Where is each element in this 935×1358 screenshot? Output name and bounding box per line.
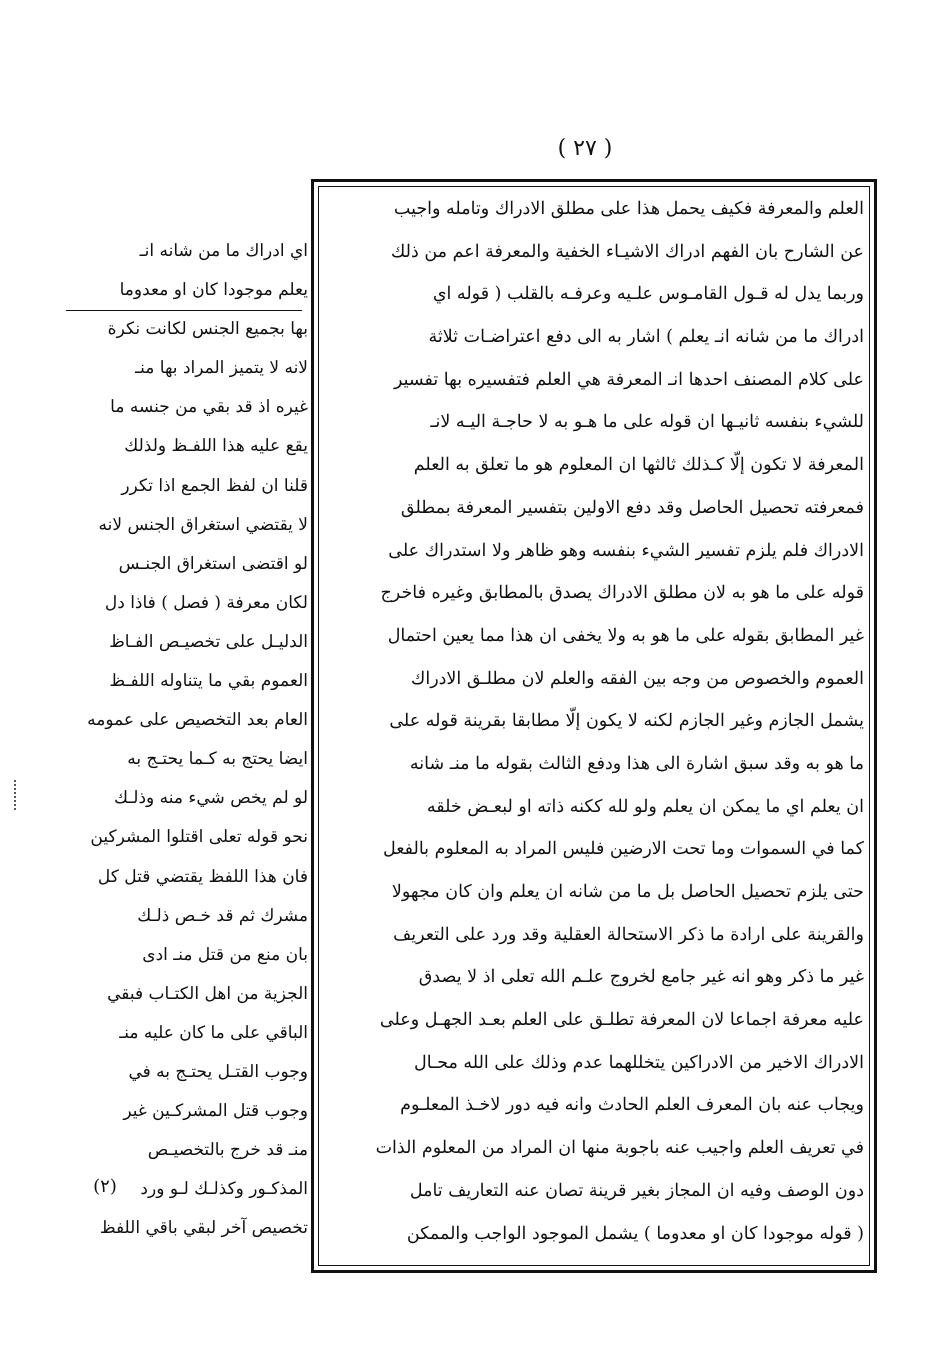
margin-ornament	[14, 780, 26, 810]
main-text-line: دون الوصف وفيه ان المجاز بغير قرينة تصان عنه التعاريف تامل	[409, 1180, 864, 1201]
margin-text-line: الباقي على ما كان عليه منـ	[119, 1022, 308, 1043]
margin-text-line: نحو قوله تعلى اقتلوا المشركين	[90, 827, 308, 848]
main-text-line: العموم والخصوص من وجه بين الفقه والعلم لان مطلـق الادراك	[410, 668, 864, 689]
main-text-line: ادراك ما من شانه انـ يعلم ) اشار به الى دفع اعتراضـات ثلاثة	[428, 327, 864, 348]
margin-text-line: لكان معرفة ( فصل ) فاذا دل	[104, 592, 308, 613]
margin-text-line: قلنا ان لفظ الجمع اذا تكرر	[121, 475, 308, 496]
margin-text-line: لو لم يخص شيء منه وذلـك	[113, 788, 308, 809]
main-text-line: قوله على ما هو به لان مطلق الادراك يصدق بالمطابق وغيره فاخرج	[380, 583, 864, 604]
main-text-block	[324, 188, 864, 1255]
margin-text-line: المذكـور وكذلـك لـو ورد	[140, 1179, 308, 1200]
main-text-line: المعرفة لا تكون إلّا كـذلك ثالثها ان المعلوم هو ما تعلق به العلم	[413, 455, 864, 476]
margin-text-line: اي ادراك ما من شانه انـ	[139, 241, 308, 261]
main-text-line: يشمل الجازم وغير الجازم لكنه لا يكون إلّا مطابقا بقرينة قوله على	[389, 711, 864, 732]
page-number: ( ٢٧ )	[557, 136, 613, 161]
main-text-line: العلم والمعرفة فكيف يحمل هذا على مطلق الادراك وتامله واجيب	[393, 199, 864, 219]
main-text-line: في تعريف العلم واجيب عنه باجوبة منها ان المراد من المعلوم الذات	[375, 1138, 864, 1159]
margin-divider	[66, 310, 302, 311]
main-text-line: ان يعلم اي ما يمكن ان يعلم ولو لله ككنه ذاته او لبعـض خلقه	[426, 796, 864, 817]
margin-text-line: بان منع من قتل منـ ادى	[142, 944, 308, 965]
margin-text-line: منـ قد خرج بالتخصيـص	[147, 1140, 308, 1161]
margin-text-line: لانه لا يتميز المراد بها منـ	[135, 358, 308, 379]
margin-text-block	[58, 232, 308, 1248]
margin-text-line: ايضا يحتج به كـما يحتـج به	[127, 749, 308, 770]
main-text-line: وربما يدل له قـول القامـوس علـيه وعرفـه بالقلب ( قوله اي	[432, 284, 864, 305]
main-text-line: الادراك فلم يلزم تفسير الشيء بنفسه وهو ظاهر ولا استدراك على	[388, 540, 864, 561]
main-text-line: فمعرفته تحصيل الحاصل وقد دفع الاولين بتفسير المعرفة بمطلق	[400, 497, 864, 518]
main-text-line: عليه معرفة اجماعا لان المعرفة تطلـق على العلم بعـد الجهـل وعلى	[379, 1010, 864, 1031]
main-text-line: كما في السموات وما تحت الارضين فليس المراد به المعلوم بالفعل	[382, 839, 864, 860]
main-text-line: على كلام المصنف احدها انـ المعرفة هي العلم فتفسيره بها تفسير	[393, 369, 864, 390]
margin-text-line: غيره اذ قد بقي من جنسه ما	[110, 397, 308, 418]
margin-text-line: لو اقتضى استغراق الجنـس	[118, 553, 308, 574]
margin-text-line: وجوب قتل المشركـين غير	[123, 1101, 308, 1122]
margin-text-line: الدليـل على تخصيـص الفـاظ	[109, 631, 308, 652]
margin-text-line: وجوب القتـل يحتـج به في	[128, 1061, 308, 1082]
margin-text-line: فان هذا اللفظ يقتضي قتل كل	[97, 866, 308, 887]
main-text-line: غير المطابق بقوله على ما هو به ولا يخفى ان هذا مما يعين احتمال	[387, 625, 864, 646]
main-text-line: عن الشارح بان الفهم ادراك الاشيـاء الخفية والمعرفة اعم من ذلك	[390, 241, 864, 262]
margin-text-line: الجزية من اهل الكتـاب فبقي	[107, 983, 308, 1004]
margin-text-line: تخصيص آخر لبقي باقي اللفظ	[99, 1218, 308, 1239]
margin-text-line: يعلم موجودا كان او معدوما	[119, 280, 308, 301]
main-text-line: الادراك الاخير من الادراكين يتخللهما عدم وذلك على الله محـال	[414, 1052, 864, 1073]
margin-text-line: مشرك ثم قد خـص ذلـك	[137, 905, 308, 926]
margin-text-line: لا يقتضي استغراق الجنس لانه	[98, 514, 308, 535]
margin-text-line: بها بجميع الجنس لكانت نكرة	[107, 319, 308, 340]
margin-footer-number: (٢)	[93, 1176, 117, 1197]
main-text-line: حتى يلزم تحصيل الحاصل بل ما من شانه ان يعلم وان كان مجهولا	[391, 882, 864, 902]
margin-text-line: العام بعد التخصيص على عمومه	[87, 710, 308, 731]
main-text-line: والقرينة على ارادة ما ذكر الاستحالة العقلية وقد ورد على التعريف	[393, 924, 864, 945]
main-text-line: ما هو به وقد سبق اشارة الى هذا ودفع الثالث بقوله ما منـ شانه	[409, 753, 864, 774]
main-text-line: للشيء بنفسه ثانيـها ان قوله على ما هـو به لا حاجـة اليـه لانـ	[430, 412, 864, 433]
main-text-line: غير ما ذكر وهو انه غير جامع لخروج علـم الله تعلى اذ لا يصدق	[418, 967, 864, 988]
main-text-line: ( قوله موجودا كان او معدوما ) يشمل الموجود الواجب والممكن	[406, 1223, 864, 1244]
margin-text-line: يقع عليه هذا اللفـظ ولذلك	[124, 436, 308, 457]
main-text-line: ويجاب عنه بان المعرف العلم الحادث وانه فيه دور لاخـذ المعلـوم	[400, 1095, 864, 1116]
margin-text-line: العموم بقي ما يتناوله اللفـظ	[109, 671, 308, 692]
